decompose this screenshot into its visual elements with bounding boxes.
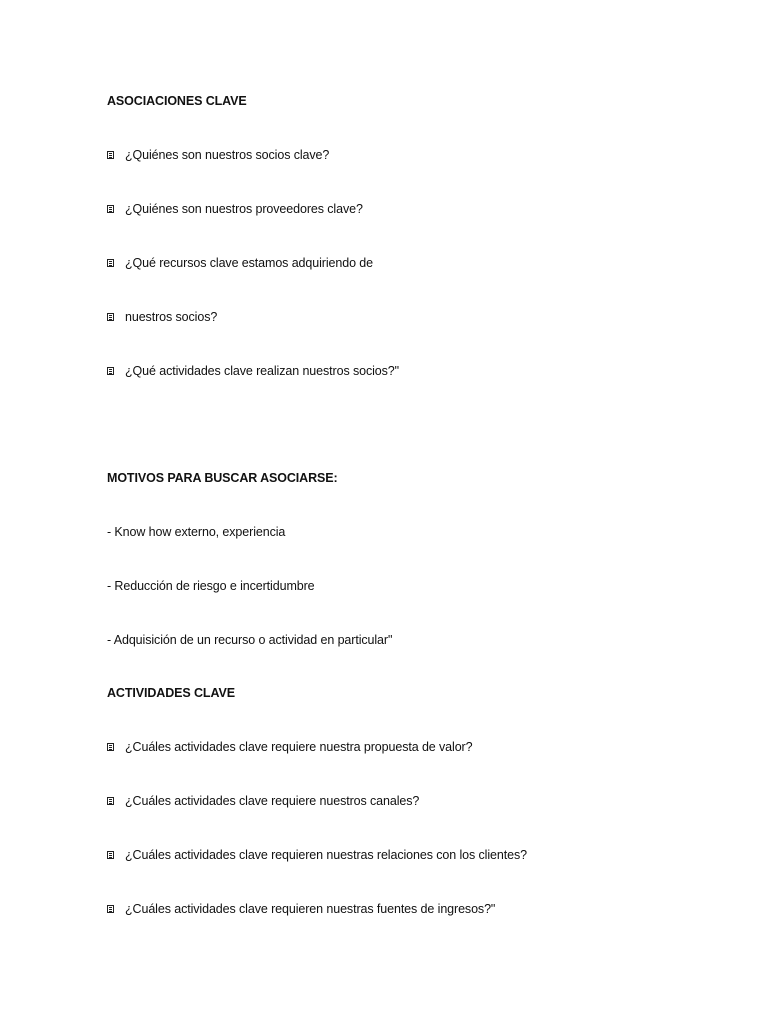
- bullet-box-icon: [107, 313, 114, 321]
- bullet-box-icon: [107, 743, 114, 751]
- list-item-text: ¿Qué recursos clave estamos adquiriendo de: [125, 256, 374, 270]
- list-item: [107, 847, 527, 863]
- bullet-box-icon: [107, 205, 114, 213]
- list-item-text: ¿Cuáles actividades clave requiere nuestros canales?: [125, 794, 420, 808]
- list-item-text: ¿Quiénes son nuestros proveedores clave?: [125, 202, 363, 216]
- list-item: [107, 309, 217, 325]
- list-item: [107, 793, 419, 809]
- bullet-box-icon: [107, 797, 114, 805]
- list-item-text: ¿Cuáles actividades clave requieren nuestras relaciones con los clientes?: [125, 848, 527, 862]
- bullet-box-icon: [107, 851, 114, 859]
- section-heading-actividades-clave: ACTIVIDADES CLAVE: [107, 686, 235, 700]
- bullet-box-icon: [107, 905, 114, 913]
- bullet-box-icon: [107, 259, 114, 267]
- list-item-text: ¿Cuáles actividades clave requieren nuestras fuentes de ingresos?": [125, 902, 496, 916]
- bullet-box-icon: [107, 151, 114, 159]
- list-item: [107, 255, 373, 271]
- dash-list-item: - Reducción de riesgo e incertidumbre: [107, 579, 315, 593]
- dash-list-item: - Know how externo, experiencia: [107, 525, 286, 539]
- list-item-text: ¿Qué actividades clave realizan nuestros socios?": [125, 364, 399, 378]
- list-item: [107, 201, 363, 217]
- list-item: [107, 901, 495, 917]
- bullet-box-icon: [107, 367, 114, 375]
- section-heading-asociaciones-clave: ASOCIACIONES CLAVE: [107, 94, 247, 108]
- section-heading-motivos: MOTIVOS PARA BUSCAR ASOCIARSE:: [107, 471, 338, 485]
- list-item-text: ¿Quiénes son nuestros socios clave?: [125, 148, 330, 162]
- list-item: [107, 147, 329, 163]
- list-item: [107, 363, 399, 379]
- list-item-text: ¿Cuáles actividades clave requiere nuestra propuesta de valor?: [125, 740, 473, 754]
- dash-list-item: - Adquisición de un recurso o actividad en particular": [107, 633, 393, 647]
- list-item: [107, 739, 472, 755]
- list-item-text: nuestros socios?: [125, 310, 218, 324]
